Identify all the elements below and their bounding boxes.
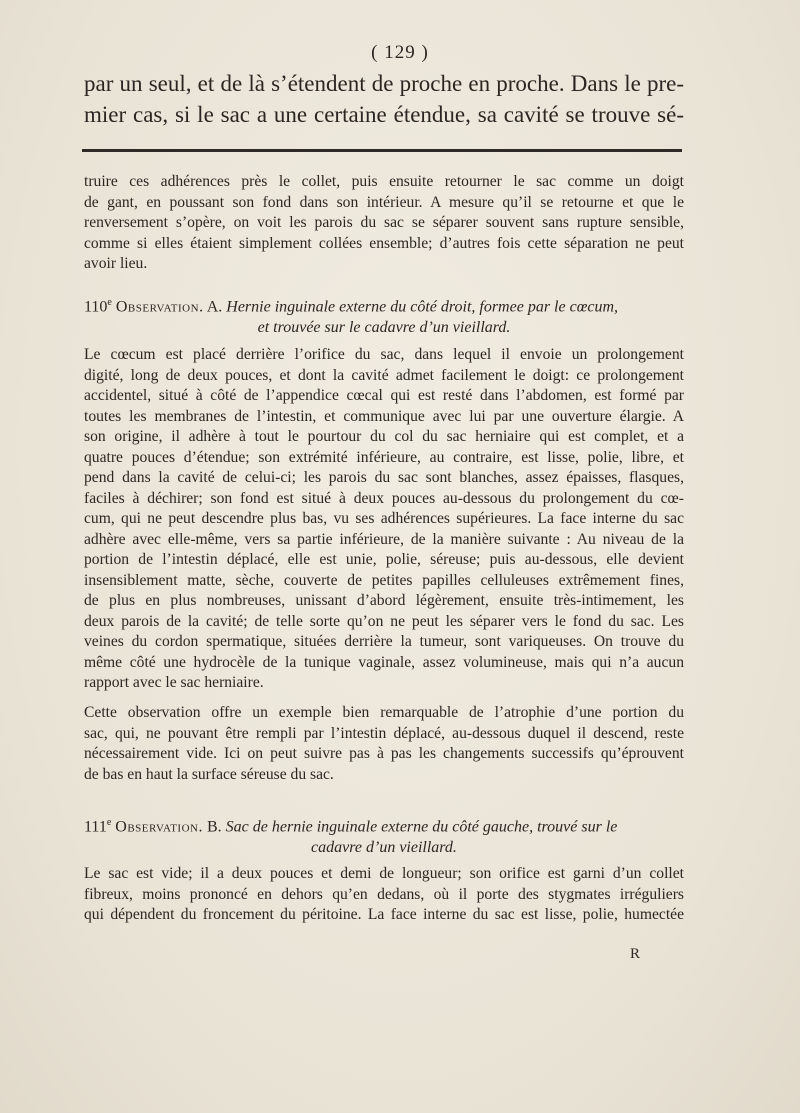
text-line: comme si elles étaient simplement collées ensemble; d’autres fois cette séparation ne peut	[84, 234, 684, 252]
observation-title: Sac de hernie inguinale externe du côté gauche, trouvé sur le	[225, 818, 618, 836]
text-line: adhère avec elle-même, vers sa partie inférieure, de la manière suivante : Au niveau de la	[84, 530, 684, 548]
text-line: insensiblement matte, sèche, couverte de petites papilles celluleuses extrêmement fines,	[84, 571, 684, 589]
ordinal-suffix: e	[106, 817, 112, 828]
ordinal-suffix: e	[107, 297, 112, 308]
text-line: de bas en haut la surface séreuse du sac.	[84, 765, 334, 783]
text-line: quatre pouces d’étendue; son extrémité inférieure, au contraire, est lisse, polie, libre, et	[84, 448, 684, 466]
text-line: de plus en plus nombreuses, unissant d’abord légèrement, ensuite très-intimement, les	[84, 592, 684, 609]
paragraph-sac	[84, 864, 684, 926]
text-line: toutes les membranes de l’intestin, et communique avec lui par une ouverture élargie. A	[84, 407, 684, 425]
text-line: rapport avec le sac herniaire.	[84, 674, 264, 691]
paragraph-continuation	[84, 172, 684, 275]
text-line: Cette observation offre un exemple bien remarquable de l’atrophie d’une portion du	[84, 704, 684, 721]
catchword: R	[630, 946, 641, 962]
observation-subtitle: cadavre d’un vieillard.	[311, 839, 457, 857]
text-line: veines du cordon spermatique, situées derrière la tumeur, sont variqueuses. On trouve du	[84, 633, 684, 650]
observation-letter: A.	[206, 298, 223, 316]
text-line: nécessairement vide. Ici on peut suivre pas à pas les changements successifs qu’éprouvent	[84, 745, 684, 762]
text-line: accidentel, situé à côté de l’appendice cœcal qui est resté dans l’abdomen, est formé par	[84, 387, 684, 404]
text-line: avoir lieu.	[84, 255, 148, 272]
page-number: ( 129 )	[371, 42, 429, 63]
text-line: renversement s’opère, on voit les parois du sac se séparer souvent sans rupture sensible,	[84, 214, 684, 231]
text-line: Le sac est vide; il a deux pouces et demi de longueur; son orifice est garni d’un collet	[84, 865, 684, 882]
observation-heading-110	[84, 292, 684, 338]
text-line: mier cas, si le sac a une certaine étendue, sa cavité se trouve sé-	[84, 102, 684, 127]
text-line: digité, long de deux pouces, et dont la cavité admet facilement le doigt: ce prolongement	[84, 366, 684, 384]
observation-number: 111	[84, 818, 107, 836]
observation-number: 110	[84, 298, 108, 316]
paragraph-cecum	[84, 345, 684, 694]
text-line: portion de l’intestin déplacé, elle est unie, polie, séreuse; puis au-dessous, elle devient	[84, 551, 684, 568]
text-line: deux parois de la cavité; de telle sorte qu’on ne peut les séparer vers le fond du sac. Les	[84, 612, 684, 630]
observation-letter: B.	[206, 818, 222, 836]
text-line: de gant, en poussant son fond dans son intérieur. A mesure qu’il se retourne et que le	[84, 193, 684, 211]
text-line: cum, qui ne peut descendre plus bas, vu ses adhérences supérieures. La face interne du sac	[84, 510, 684, 527]
text-line: truire ces adhérences près le collet, puis ensuite retourner le sac comme un doigt	[84, 173, 684, 190]
observation-label: Observation.	[115, 818, 203, 836]
text-line: par un seul, et de là s’étendent de proche en proche. Dans le pre-	[84, 71, 684, 96]
observation-heading-111	[84, 812, 684, 858]
text-line: Le cœcum est placé derrière l’orifice du sac, dans lequel il envoie un prolongement	[84, 346, 684, 363]
paragraph-commentary	[84, 703, 684, 785]
observation-label: Observation.	[115, 298, 204, 316]
text-line: faciles à déchirer; son fond est situé à deux pouces au-dessous du prolongement du cœ-	[84, 489, 684, 507]
continued-text-top	[84, 68, 684, 130]
text-line: son origine, il adhère à tout le pourtour du col du sac herniaire qui est complet, et a	[84, 428, 684, 445]
text-line: même côté une hydrocèle de la tunique vaginale, assez volumineuse, mais qui n’a aucun	[84, 653, 684, 671]
text-line: sac, qui, ne pouvant être rempli par l’intestin déplacé, au-dessous duquel il descend, reste	[84, 724, 684, 742]
separator-rule	[82, 149, 682, 152]
text-line: pend dans la cavité de celui-ci; les parois du sac sont blanches, assez épaisses, flasques,	[84, 469, 684, 486]
text-line: qui dépendent du froncement du péritoine. La face interne du sac est lisse, polie, humectée	[84, 906, 684, 923]
observation-title: Hernie inguinale externe du côté droit, formee par le cœcum,	[226, 298, 619, 316]
text-line: fibreux, moins prononcé en dehors qu’en dedans, où il porte des stygmates irréguliers	[84, 885, 684, 903]
observation-subtitle: et trouvée sur le cadavre d’un vieillard.	[257, 319, 511, 337]
